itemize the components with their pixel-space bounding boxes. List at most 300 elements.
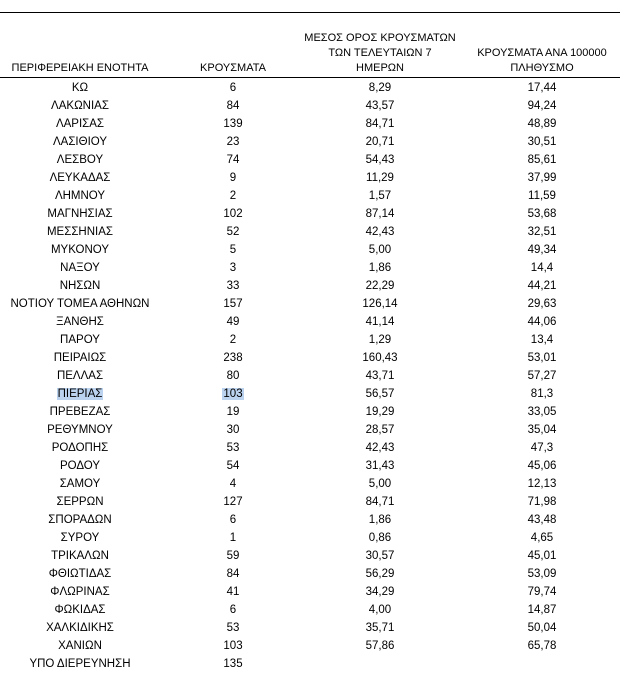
per100k-cell xyxy=(462,169,622,187)
region-cell-text: ΛΕΣΒΟΥ xyxy=(56,154,104,166)
avg7-cell-text: 126,14 xyxy=(362,298,398,310)
per100k-cell xyxy=(462,601,622,619)
per100k-cell-text: 81,3 xyxy=(530,388,554,400)
per100k-cell-text: 33,05 xyxy=(527,406,557,418)
avg7-cell xyxy=(300,475,460,493)
region-cell-text: ΝΟΤΙΟΥ ΤΟΜΕΑ ΑΘΗΝΩΝ xyxy=(10,298,150,310)
region-cell xyxy=(0,223,160,241)
cases-cell-text: 5 xyxy=(229,244,237,256)
avg7-cell xyxy=(300,637,460,655)
avg7-cell-text: 1,86 xyxy=(368,262,392,274)
table-row xyxy=(0,619,620,637)
per100k-cell xyxy=(462,439,622,457)
table-row xyxy=(0,349,620,367)
per100k-cell-text: 29,63 xyxy=(527,298,557,310)
avg7-cell xyxy=(300,439,460,457)
per100k-cell-text: 37,99 xyxy=(527,172,557,184)
avg7-cell xyxy=(300,583,460,601)
per100k-cell xyxy=(462,349,622,367)
table-row xyxy=(0,115,620,133)
per100k-cell xyxy=(462,295,622,313)
per100k-cell xyxy=(462,493,622,511)
cases-cell-text: 54 xyxy=(226,460,240,472)
avg7-cell xyxy=(300,241,460,259)
per100k-cell xyxy=(462,547,622,565)
per100k-cell-text: 65,78 xyxy=(527,640,557,652)
per100k-cell-text: 13,4 xyxy=(530,334,554,346)
avg7-cell xyxy=(300,511,460,529)
avg7-cell xyxy=(300,601,460,619)
per100k-cell xyxy=(462,277,622,295)
avg7-cell-text: 0,86 xyxy=(368,532,392,544)
per100k-cell xyxy=(462,475,622,493)
per100k-cell-text: 53,68 xyxy=(527,208,557,220)
avg7-cell-text: 8,29 xyxy=(368,82,392,94)
table-row xyxy=(0,259,620,277)
avg7-cell-text: 1,57 xyxy=(368,190,392,202)
cases-cell xyxy=(178,421,288,439)
cases-cell xyxy=(178,655,288,673)
region-cell xyxy=(0,403,160,421)
table-row xyxy=(0,529,620,547)
table-row xyxy=(0,547,620,565)
region-cell-text: ΤΡΙΚΑΛΩΝ xyxy=(51,550,109,562)
table-row xyxy=(0,313,620,331)
cases-cell-text: 52 xyxy=(226,226,240,238)
avg7-cell xyxy=(300,529,460,547)
avg7-cell-text: 20,71 xyxy=(365,136,395,148)
region-cell-text: ΣΥΡΟΥ xyxy=(60,532,100,544)
region-cell-text: ΣΠΟΡΑΔΩΝ xyxy=(48,514,112,526)
cases-cell-text: 2 xyxy=(229,334,237,346)
table-row xyxy=(0,457,620,475)
cases-cell-text: 23 xyxy=(226,136,240,148)
region-cell-text: ΠΑΡΟΥ xyxy=(60,334,100,346)
cases-cell xyxy=(178,565,288,583)
avg7-cell-text: 22,29 xyxy=(365,280,395,292)
region-cell-text: ΡΟΔΟΥ xyxy=(59,460,101,472)
cases-cell-text: 19 xyxy=(226,406,240,418)
cases-cell xyxy=(178,259,288,277)
cases-cell-text: 9 xyxy=(229,172,237,184)
cases-cell xyxy=(178,331,288,349)
per100k-cell-text: 17,44 xyxy=(527,82,557,94)
region-cell-text: ΜΑΓΝΗΣΙΑΣ xyxy=(47,208,113,220)
avg7-cell xyxy=(300,421,460,439)
avg7-cell xyxy=(300,187,460,205)
per100k-cell xyxy=(462,385,622,403)
avg7-cell-text: 1,86 xyxy=(368,514,392,526)
avg7-cell-text: 42,43 xyxy=(365,226,395,238)
cases-cell xyxy=(178,223,288,241)
avg7-cell-text: 41,14 xyxy=(365,316,395,328)
avg7-cell xyxy=(300,367,460,385)
per100k-cell xyxy=(462,151,622,169)
avg7-cell-text: 28,57 xyxy=(365,424,395,436)
region-cell xyxy=(0,151,160,169)
cases-cell-text: 6 xyxy=(229,604,237,616)
region-cell xyxy=(0,115,160,133)
per100k-cell xyxy=(462,223,622,241)
cases-cell-text: 2 xyxy=(229,190,237,202)
cases-cell xyxy=(178,115,288,133)
table-row xyxy=(0,583,620,601)
per100k-cell-text: 57,27 xyxy=(527,370,557,382)
cases-cell xyxy=(178,583,288,601)
cases-cell-text: 135 xyxy=(223,658,243,670)
table-row xyxy=(0,601,620,619)
region-cell xyxy=(0,457,160,475)
region-cell xyxy=(0,583,160,601)
region-cell xyxy=(0,205,160,223)
region-cell-text: ΠΕΛΛΑΣ xyxy=(56,370,104,382)
region-cell-text: ΧΑΝΙΩΝ xyxy=(58,640,102,652)
region-cell-text: ΧΑΛΚΙΔΙΚΗΣ xyxy=(46,622,114,634)
cases-cell xyxy=(178,241,288,259)
cases-cell xyxy=(178,457,288,475)
avg7-cell xyxy=(300,169,460,187)
region-cell-text: ΠΙΕΡΙΑΣ xyxy=(57,388,103,400)
table-row xyxy=(0,637,620,655)
avg7-cell-text: 30,57 xyxy=(365,550,395,562)
table-row xyxy=(0,205,620,223)
avg7-cell xyxy=(300,349,460,367)
per100k-cell xyxy=(462,205,622,223)
cases-cell-text: 3 xyxy=(229,262,237,274)
region-cell xyxy=(0,637,160,655)
region-cell xyxy=(0,547,160,565)
table-row xyxy=(0,655,620,673)
region-cell-text: ΥΠΟ ΔΙΕΡΕΥΝΗΣΗ xyxy=(29,658,131,670)
cases-cell-text: 84 xyxy=(226,100,240,112)
cases-cell-text: 30 xyxy=(226,424,240,436)
avg7-cell-text: 56,57 xyxy=(365,388,395,400)
region-cell xyxy=(0,421,160,439)
region-cell xyxy=(0,367,160,385)
cases-cell xyxy=(178,511,288,529)
region-cell-text: ΡΟΔΟΠΗΣ xyxy=(51,442,109,454)
avg7-cell xyxy=(300,493,460,511)
table-header xyxy=(0,30,620,78)
region-cell-text: ΣΕΡΡΩΝ xyxy=(56,496,104,508)
cases-cell-text: 53 xyxy=(226,622,240,634)
table-row xyxy=(0,151,620,169)
avg7-cell-text: 4,00 xyxy=(368,604,392,616)
region-cell xyxy=(0,439,160,457)
avg7-cell-text: 43,57 xyxy=(365,100,395,112)
per100k-cell-text: 32,51 xyxy=(527,226,557,238)
avg7-cell-text: 19,29 xyxy=(365,406,395,418)
per100k-cell xyxy=(462,115,622,133)
avg7-cell xyxy=(300,331,460,349)
cases-cell xyxy=(178,133,288,151)
region-cell-text: ΝΗΣΩΝ xyxy=(59,280,101,292)
cases-cell-text: 41 xyxy=(226,586,240,598)
per100k-cell-text: 48,89 xyxy=(527,118,557,130)
cases-cell xyxy=(178,187,288,205)
region-cell xyxy=(0,97,160,115)
cases-cell xyxy=(178,151,288,169)
per100k-cell xyxy=(462,403,622,421)
per100k-cell xyxy=(462,511,622,529)
avg7-cell-text: 87,14 xyxy=(365,208,395,220)
per100k-cell xyxy=(462,79,622,97)
per100k-cell-text: 30,51 xyxy=(527,136,557,148)
per100k-cell xyxy=(462,133,622,151)
region-cell-text: ΞΑΝΘΗΣ xyxy=(56,316,104,328)
cases-cell-text: 59 xyxy=(226,550,240,562)
avg7-cell xyxy=(300,547,460,565)
table-row xyxy=(0,295,620,313)
per100k-cell-text: 45,01 xyxy=(527,550,557,562)
per100k-cell-text: 14,4 xyxy=(530,262,554,274)
per100k-cell xyxy=(462,421,622,439)
avg7-cell-text: 84,71 xyxy=(365,496,395,508)
table-row xyxy=(0,475,620,493)
per100k-cell xyxy=(462,457,622,475)
cases-cell-text: 157 xyxy=(223,298,243,310)
region-cell-text: ΦΘΙΩΤΙΔΑΣ xyxy=(48,568,112,580)
table-row xyxy=(0,79,620,97)
region-cell xyxy=(0,169,160,187)
avg7-cell xyxy=(300,133,460,151)
cases-cell xyxy=(178,349,288,367)
header-region: ΠΕΡΙΦΕΡΕΙΑΚΗ ΕΝΟΤΗΤΑ xyxy=(11,62,149,74)
table-row xyxy=(0,403,620,421)
avg7-cell xyxy=(300,313,460,331)
avg7-cell-text: 54,43 xyxy=(365,154,395,166)
per100k-cell-text: 85,61 xyxy=(527,154,557,166)
avg7-cell-text: 1,29 xyxy=(368,334,392,346)
per100k-cell xyxy=(462,367,622,385)
cases-cell xyxy=(178,277,288,295)
region-cell xyxy=(0,493,160,511)
region-cell-text: ΜΥΚΟΝΟΥ xyxy=(50,244,110,256)
avg7-cell xyxy=(300,385,460,403)
avg7-cell xyxy=(300,97,460,115)
per100k-cell xyxy=(462,313,622,331)
per100k-cell xyxy=(462,637,622,655)
region-cell xyxy=(0,349,160,367)
cases-cell xyxy=(178,97,288,115)
per100k-cell xyxy=(462,241,622,259)
per100k-cell-text: 11,59 xyxy=(528,190,556,202)
cases-cell-text: 102 xyxy=(223,208,243,220)
cases-cell xyxy=(178,403,288,421)
cases-cell xyxy=(178,439,288,457)
avg7-cell-text: 43,71 xyxy=(365,370,395,382)
avg7-cell-text: 35,71 xyxy=(365,622,395,634)
table-row xyxy=(0,187,620,205)
table-row xyxy=(0,493,620,511)
avg7-cell-text: 160,43 xyxy=(362,352,398,364)
cases-cell-text: 80 xyxy=(226,370,240,382)
region-cell-text: ΛΑΣΙΘΙΟΥ xyxy=(52,136,108,148)
region-cell-text: ΜΕΣΣΗΝΙΑΣ xyxy=(46,226,114,238)
region-cell-text: ΛΗΜΝΟΥ xyxy=(54,190,106,202)
cases-cell-text: 74 xyxy=(226,154,240,166)
per100k-cell-text: 43,48 xyxy=(527,514,557,526)
table-row xyxy=(0,277,620,295)
cases-cell xyxy=(178,475,288,493)
header-7day-average: ΜΕΣΟΣ ΟΡΟΣ ΚΡΟΥΣΜΑΤΩΝ ΤΩΝ ΤΕΛΕΥΤΑΙΩΝ 7 ΗΜΕΡΩΝ xyxy=(304,32,456,74)
per100k-cell xyxy=(462,187,622,205)
table-row xyxy=(0,241,620,259)
cases-cell-text: 53 xyxy=(226,442,240,454)
avg7-cell xyxy=(300,79,460,97)
table-row xyxy=(0,385,620,403)
per100k-cell-text: 35,04 xyxy=(527,424,557,436)
region-cell-text: ΝΑΞΟΥ xyxy=(60,262,100,274)
avg7-cell xyxy=(300,619,460,637)
per100k-cell xyxy=(462,583,622,601)
region-cell-text: ΛΑΡΙΣΑΣ xyxy=(55,118,105,130)
table-row xyxy=(0,169,620,187)
avg7-cell xyxy=(300,403,460,421)
cases-cell-text: 103 xyxy=(223,640,243,652)
per100k-cell-text: 4,65 xyxy=(530,532,554,544)
avg7-cell xyxy=(300,223,460,241)
per100k-cell-text: 44,21 xyxy=(527,280,557,292)
per100k-cell-text: 79,74 xyxy=(527,586,557,598)
region-cell xyxy=(0,511,160,529)
avg7-cell xyxy=(300,457,460,475)
per100k-cell xyxy=(462,619,622,637)
per100k-cell xyxy=(462,259,622,277)
cases-cell-text: 33 xyxy=(226,280,240,292)
avg7-cell xyxy=(300,259,460,277)
table-row xyxy=(0,223,620,241)
region-cell-text: ΦΩΚΙΔΑΣ xyxy=(54,604,106,616)
cases-cell xyxy=(178,313,288,331)
avg7-cell xyxy=(300,115,460,133)
table-row xyxy=(0,331,620,349)
per100k-cell-text: 12,13 xyxy=(527,478,557,490)
table-row xyxy=(0,511,620,529)
avg7-cell xyxy=(300,205,460,223)
region-cell xyxy=(0,601,160,619)
region-cell xyxy=(0,331,160,349)
region-cell xyxy=(0,619,160,637)
cases-cell xyxy=(178,547,288,565)
cases-cell xyxy=(178,169,288,187)
per100k-cell-text: 45,06 xyxy=(527,460,557,472)
avg7-cell-text: 42,43 xyxy=(365,442,395,454)
avg7-cell xyxy=(300,277,460,295)
region-cell xyxy=(0,277,160,295)
per100k-cell xyxy=(462,97,622,115)
region-cell xyxy=(0,259,160,277)
table-row xyxy=(0,421,620,439)
region-cell xyxy=(0,475,160,493)
table-row xyxy=(0,133,620,151)
per100k-cell-text: 53,01 xyxy=(527,352,557,364)
region-cell-text: ΡΕΘΥΜΝΟΥ xyxy=(47,424,113,436)
table-row xyxy=(0,367,620,385)
cases-cell xyxy=(178,367,288,385)
per100k-cell-text: 71,98 xyxy=(527,496,557,508)
cases-cell xyxy=(178,205,288,223)
cases-cell xyxy=(178,619,288,637)
avg7-cell-text: 34,29 xyxy=(365,586,395,598)
region-cell-text: ΣΑΜΟΥ xyxy=(59,478,101,490)
per100k-cell-text: 44,06 xyxy=(527,316,557,328)
region-cell xyxy=(0,133,160,151)
cases-cell xyxy=(178,601,288,619)
avg7-cell-text: 5,00 xyxy=(368,478,392,490)
region-cell-text: ΚΩ xyxy=(71,82,89,94)
region-cell xyxy=(0,79,160,97)
cases-cell-text: 4 xyxy=(229,478,237,490)
avg7-cell xyxy=(300,151,460,169)
per100k-cell-text: 50,04 xyxy=(527,622,557,634)
cases-cell xyxy=(178,529,288,547)
avg7-cell-text: 84,71 xyxy=(365,118,395,130)
table-row xyxy=(0,97,620,115)
per100k-cell-text: 53,09 xyxy=(527,568,557,580)
cases-cell-text: 49 xyxy=(226,316,240,328)
table-row xyxy=(0,565,620,583)
cases-cell-text: 127 xyxy=(223,496,243,508)
cases-cell-text: 103 xyxy=(223,388,243,400)
per100k-cell xyxy=(462,565,622,583)
cases-cell-text: 6 xyxy=(229,82,237,94)
cases-cell xyxy=(178,493,288,511)
avg7-cell-text: 5,00 xyxy=(368,244,392,256)
header-cases: ΚΡΟΥΣΜΑΤΑ xyxy=(200,62,266,74)
avg7-cell-text: 31,43 xyxy=(365,460,395,472)
avg7-cell xyxy=(300,295,460,313)
cases-cell-text: 238 xyxy=(223,352,243,364)
per100k-cell-text: 47,3 xyxy=(530,442,554,454)
region-cell xyxy=(0,385,160,403)
top-border-line xyxy=(0,12,620,13)
cases-cell xyxy=(178,295,288,313)
cases-cell xyxy=(178,385,288,403)
cases-cell xyxy=(178,79,288,97)
avg7-cell-text: 56,29 xyxy=(365,568,395,580)
per100k-cell xyxy=(462,331,622,349)
per100k-cell xyxy=(462,529,622,547)
per100k-cell-text: 49,34 xyxy=(527,244,557,256)
region-cell xyxy=(0,529,160,547)
cases-cell-text: 84 xyxy=(226,568,240,580)
table-body xyxy=(0,79,620,673)
region-cell xyxy=(0,241,160,259)
region-cell xyxy=(0,187,160,205)
cases-cell-text: 1 xyxy=(229,532,237,544)
region-cell-text: ΛΕΥΚΑΔΑΣ xyxy=(49,172,111,184)
avg7-cell xyxy=(300,565,460,583)
cases-cell-text: 6 xyxy=(229,514,237,526)
region-cell xyxy=(0,295,160,313)
region-cell xyxy=(0,313,160,331)
header-cases-per-100k: ΚΡΟΥΣΜΑΤΑ ΑΝΑ 100000 ΠΛΗΘΥΣΜΟ xyxy=(477,47,607,74)
region-cell xyxy=(0,655,160,673)
region-cell-text: ΠΕΙΡΑΙΩΣ xyxy=(53,352,107,364)
region-cell-text: ΛΑΚΩΝΙΑΣ xyxy=(51,100,109,112)
region-cell-text: ΦΛΩΡΙΝΑΣ xyxy=(50,586,110,598)
region-cell xyxy=(0,565,160,583)
avg7-cell-text: 11,29 xyxy=(366,172,394,184)
cases-cell xyxy=(178,637,288,655)
avg7-cell-text: 57,86 xyxy=(365,640,395,652)
per100k-cell-text: 14,87 xyxy=(527,604,557,616)
per100k-cell-text: 94,24 xyxy=(527,100,557,112)
table-row xyxy=(0,439,620,457)
region-cell-text: ΠΡΕΒΕΖΑΣ xyxy=(49,406,111,418)
cases-cell-text: 139 xyxy=(223,118,243,130)
